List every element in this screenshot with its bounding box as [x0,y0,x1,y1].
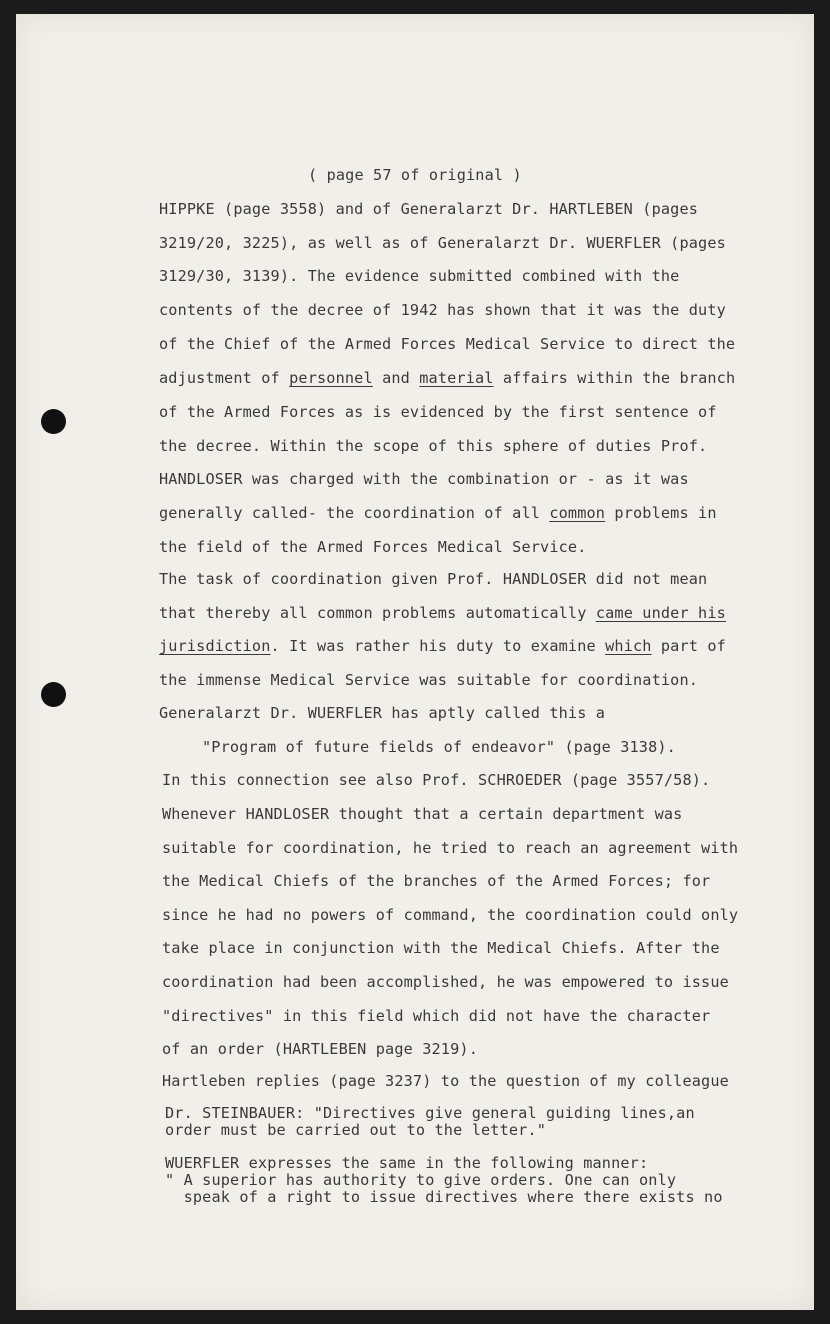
text-line: suitable for coordination, he tried to reach an agreement with [162,839,739,857]
text-line: speak of a right to issue directives where there exists no [165,1188,723,1206]
text-line: " A superior has authority to give orders. One can only [165,1171,677,1189]
underlined-term: common [549,504,606,522]
text-line: the Medical Chiefs of the branches of the Armed Forces; for [162,872,711,890]
text-line: HANDLOSER was charged with the combination or - as it was [159,470,689,488]
text-line: of an order (HARTLEBEN page 3219). [162,1040,478,1058]
text-line: take place in conjunction with the Medical Chiefs. After the [162,939,720,957]
underlined-term: jurisdiction [159,637,271,655]
text-line: "Program of future fields of endeavor" (page 3138). [202,738,676,756]
text-line: Dr. STEINBAUER: "Directives give general guiding lines,an [165,1104,695,1122]
text-line: order must be carried out to the letter." [165,1121,547,1139]
text-line: Whenever HANDLOSER thought that a certain department was [162,805,683,823]
page-reference: ( page 57 of original ) [308,166,522,184]
document-text [16,14,814,1310]
underlined-term: personnel [289,369,373,387]
text-line: Generalarzt Dr. WUERFLER has aptly called this a [159,704,606,722]
text-line: The task of coordination given Prof. HANDLOSER did not mean [159,570,708,588]
text-line: since he had no powers of command, the coordination could only [162,906,739,924]
text-line: contents of the decree of 1942 has shown that it was the duty [159,301,726,319]
text-line: adjustment of personnel and material affairs within the branch [159,369,736,387]
text-line: of the Armed Forces as is evidenced by the first sentence of [159,403,717,421]
text-line: HIPPKE (page 3558) and of Generalarzt Dr. HARTLEBEN (pages [159,200,699,218]
text-line: WUERFLER expresses the same in the following manner: [165,1154,649,1172]
text-line: the decree. Within the scope of this sphere of duties Prof. [159,437,708,455]
text-line: "directives" in this field which did not have the character [162,1007,711,1025]
text-line: coordination had been accomplished, he was empowered to issue [162,973,729,991]
text-line: jurisdiction. It was rather his duty to examine which part of [159,637,726,655]
text-line: generally called- the coordination of all common problems in [159,504,717,522]
text-line: the immense Medical Service was suitable for coordination. [159,671,699,689]
text-line: of the Chief of the Armed Forces Medical Service to direct the [159,335,736,353]
underlined-term: came under his [595,604,726,622]
text-line: Hartleben replies (page 3237) to the question of my colleague [162,1072,729,1090]
text-line: the field of the Armed Forces Medical Service. [159,538,587,556]
underlined-term: which [605,637,652,655]
text-line: that thereby all common problems automatically came under his [159,604,726,622]
underlined-term: material [419,369,494,387]
text-line: 3129/30, 3139). The evidence submitted combined with the [159,267,680,285]
text-line: In this connection see also Prof. SCHROEDER (page 3557/58). [162,771,711,789]
document-page [16,14,814,1310]
text-line: 3219/20, 3225), as well as of Generalarzt Dr. WUERFLER (pages [159,234,726,252]
